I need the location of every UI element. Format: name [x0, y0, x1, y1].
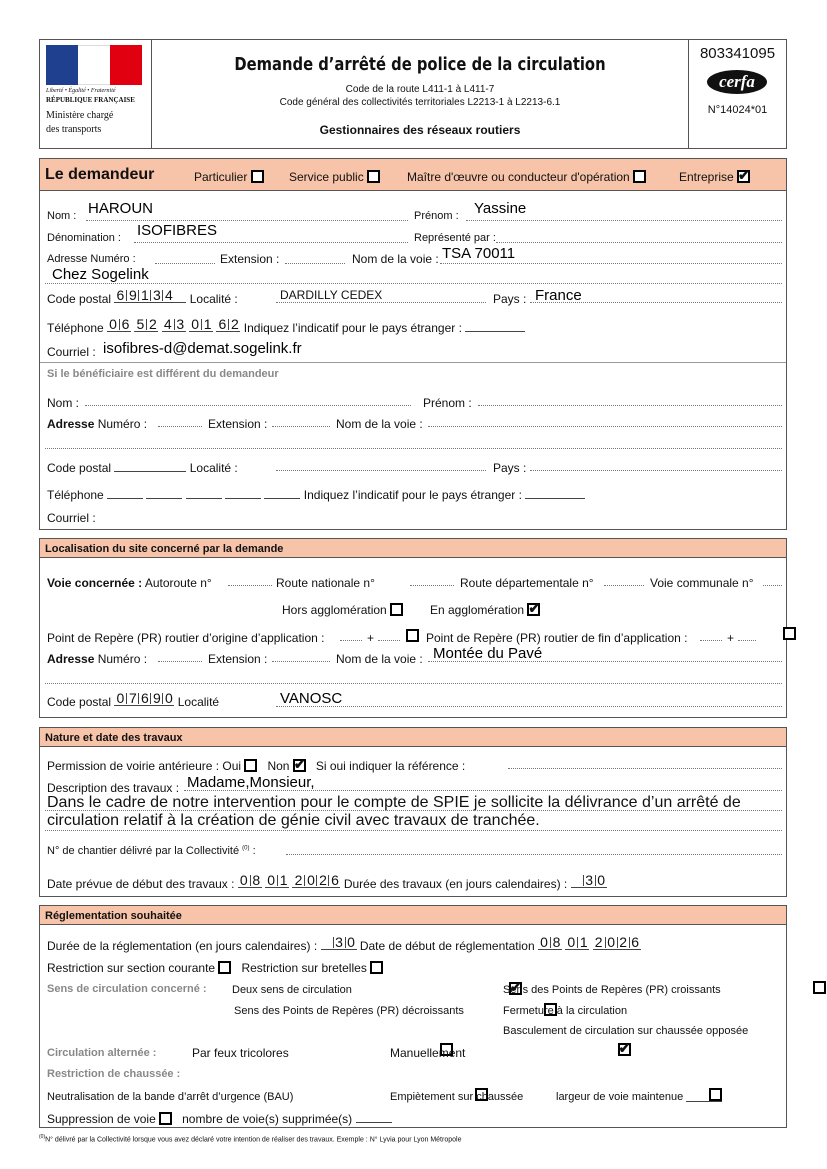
reg-date-digit: 2 — [617, 937, 629, 948]
empietement-label: Empiètement sur chaussée — [390, 1091, 524, 1103]
reg-date-year[interactable] — [593, 934, 641, 950]
desc-line3[interactable]: circulation relatif à la création de génie civil avec travaux de tranchée. — [47, 812, 540, 829]
travaux-heading: Nature et date des travaux — [39, 727, 787, 747]
opt-entreprise[interactable] — [679, 170, 750, 184]
b-voie-line — [428, 426, 782, 427]
pays-value[interactable]: France — [535, 287, 582, 304]
checkbox-hors-agglo[interactable] — [390, 603, 403, 616]
denom-label: Dénomination : — [47, 232, 121, 244]
code-cgct: Code général des collectivités territoriales L2213-1 à L2213-6.1 — [279, 97, 561, 108]
prenom-label: Prénom : — [414, 210, 459, 222]
chantier-line — [286, 854, 782, 855]
nom-line — [86, 220, 408, 221]
ref-line — [508, 768, 782, 769]
pr-origine-label: Point de Repère (PR) routier d’origine d’application : — [47, 631, 325, 645]
b-prenom-line — [478, 405, 782, 406]
tel-digit: 2 — [146, 319, 158, 330]
pr-origine-line2 — [378, 640, 400, 641]
b-cp-cells[interactable] — [114, 461, 186, 472]
checkbox-maitre-oeuvre[interactable] — [633, 170, 646, 183]
loc-loc-label: Localité — [177, 695, 220, 709]
republic: RÉPUBLIQUE FRANÇAISE — [46, 96, 135, 104]
tel-label: Téléphone — [47, 321, 104, 335]
vc-label: Voie communale n° — [650, 576, 754, 590]
voie-value[interactable]: TSA 70011 — [442, 245, 516, 262]
loc-loc-line — [276, 706, 782, 707]
basculement-label: Basculement de circulation sur chaussée opposée — [503, 1025, 749, 1037]
loc-numero-label: Numéro : — [97, 652, 148, 666]
en-label: En agglomération — [430, 603, 525, 617]
ministry2: des transports — [46, 124, 102, 135]
b-tel-cells[interactable] — [107, 488, 143, 499]
checkbox-pr-croissants[interactable] — [813, 981, 826, 994]
reg-date-digit: 8 — [550, 937, 562, 948]
demandeur-heading: Le demandeur — [45, 166, 155, 183]
opt-service[interactable] — [289, 170, 380, 184]
loc-voie-line — [428, 661, 782, 662]
reg-date-day[interactable] — [538, 934, 562, 950]
cp-label — [47, 287, 238, 306]
vc-line — [763, 585, 782, 586]
localisation-heading: Localisation du site concerné par la demande — [39, 538, 787, 558]
autoroute-label: Autoroute n° — [144, 576, 212, 590]
voie-line — [440, 263, 782, 264]
tel-digit: 6 — [119, 319, 131, 330]
tel-row — [47, 316, 525, 335]
checkbox-particulier[interactable] — [251, 170, 264, 183]
desc-line2[interactable]: Dans le cadre de notre intervention pour le compte de SPIE je sollicite la délivrance d’un arrêté de — [47, 794, 741, 811]
pr-fin-line1 — [700, 640, 722, 641]
desc-line1[interactable]: Madame,Monsieur, — [187, 774, 315, 791]
reg-duree-cells[interactable] — [321, 934, 357, 950]
pr-croissants-label: Sens des Points de Repères (PR) croissants — [503, 984, 721, 996]
date-year-cells[interactable] — [292, 872, 340, 888]
b-tel-label: Téléphone — [47, 488, 104, 502]
tel-cells[interactable] — [216, 316, 240, 332]
date-day-cells[interactable] — [238, 872, 262, 888]
tel-digit: 5 — [136, 316, 145, 332]
benef-divider — [40, 362, 786, 363]
reg-date-label: Date de début de réglementation — [359, 939, 535, 953]
rd-label: Route départementale n° — [460, 576, 594, 590]
cp-digit: 6 — [116, 287, 125, 303]
indic-cells[interactable] — [465, 321, 525, 332]
chantier-label: N° de chantier délivré par la Collectivité — [47, 845, 240, 857]
desc-line1-rule — [184, 790, 782, 791]
en-agglo[interactable] — [430, 603, 540, 617]
voie-label: Nom de la voie : — [352, 252, 439, 266]
b-nom-line — [85, 405, 411, 406]
tel-digit: 6 — [218, 316, 227, 332]
opt-maitre-label: Maître d'œuvre ou conducteur d'opération — [407, 170, 630, 184]
loc-label: Localité : — [189, 292, 238, 306]
date-digit: 2 — [294, 872, 303, 888]
pays-line — [530, 302, 782, 303]
checkbox-restr-courante[interactable] — [218, 961, 231, 974]
loc-cp-digit: 6 — [138, 693, 150, 704]
reg-date-digit: 0 — [540, 934, 548, 950]
courriel-label: Courriel : — [47, 345, 96, 359]
checkbox-permission-oui[interactable] — [244, 759, 257, 772]
date-digit: 0 — [267, 872, 276, 888]
reg-date-digit: 0 — [605, 937, 617, 948]
checkbox-pr-fin[interactable] — [783, 627, 796, 640]
b-tel-cells[interactable] — [186, 488, 222, 499]
suppression-row — [47, 1112, 392, 1126]
form-number: 803341095 — [699, 45, 776, 62]
loc-cp-digit: 0 — [162, 693, 174, 704]
deux-sens-label: Deux sens de circulation — [232, 984, 352, 996]
b-cp-label: Code postal — [47, 461, 112, 475]
tel-digit: 1 — [201, 319, 213, 330]
loc-loc-value[interactable]: VANOSC — [280, 690, 343, 707]
b-numero-line — [158, 426, 202, 427]
duree-digit: 0 — [595, 875, 607, 886]
restr-row — [47, 961, 383, 975]
cp-digit: 3 — [150, 290, 162, 301]
checkbox-manuel[interactable] — [618, 1043, 631, 1056]
loc-adresse-row — [47, 652, 147, 666]
loc-ext-label: Extension : — [208, 652, 268, 666]
pays-label: Pays : — [493, 292, 527, 306]
footnote — [39, 1134, 461, 1143]
reglementation-heading: Réglementation souhaitée — [39, 905, 787, 925]
cp-digit: 9 — [126, 290, 138, 301]
rep-line — [496, 242, 782, 243]
checkbox-restr-bretelles[interactable] — [370, 961, 383, 974]
ext-label: Extension : — [220, 252, 280, 266]
date-travaux-label: Date prévue de début des travaux : — [47, 877, 235, 891]
b-loc-label: Localité : — [189, 461, 238, 475]
voie-concernee-row — [47, 576, 212, 590]
tel-cells[interactable] — [107, 316, 131, 332]
opt-entreprise-label: Entreprise — [679, 170, 734, 184]
reg-date-digit: 1 — [577, 937, 589, 948]
page-title: Demande d’arrêté de police de la circulation — [234, 54, 606, 75]
date-digit: 0 — [304, 875, 316, 886]
b-adresse-label: Adresse — [47, 417, 95, 431]
adresse2-value[interactable]: Chez Sogelink — [52, 266, 149, 283]
opt-maitre[interactable] — [407, 170, 646, 184]
indic-label: Indiquez l’indicatif pour le pays étranger : — [243, 321, 462, 335]
reg-duree-digit: 3 — [333, 937, 345, 948]
loc-cp-label: Code postal — [47, 695, 112, 709]
desc-line3-rule — [45, 830, 782, 831]
b-courriel-label: Courriel : — [47, 511, 96, 525]
sens-label: Sens de circulation concerné : — [47, 983, 207, 995]
feux-label: Par feux tricolores — [192, 1046, 289, 1060]
nom-label: Nom : — [47, 210, 77, 222]
restr-courante-label: Restriction sur section courante — [47, 961, 216, 975]
rn-label: Route nationale n° — [276, 576, 375, 590]
tel-digit: 4 — [163, 316, 172, 332]
hors-label: Hors agglomération — [282, 603, 387, 617]
nom-value[interactable]: HAROUN — [88, 200, 154, 217]
chantier-sup: (0) — [242, 845, 250, 852]
b-prenom-label: Prénom : — [423, 396, 472, 410]
subtitle: Gestionnaires des réseaux routiers — [319, 123, 521, 137]
chantier-row: N° de chantier délivré par la Collectivité $^{(0)}$ : — [47, 845, 256, 857]
cp-cells[interactable] — [114, 287, 186, 303]
b-indic-cells[interactable] — [525, 488, 585, 499]
loc-ext-line — [272, 661, 330, 662]
pr-origine-line1 — [340, 640, 362, 641]
rn-line — [410, 585, 454, 586]
loc-numero-line — [158, 661, 202, 662]
date-digit: 0 — [239, 872, 248, 888]
b-ext-label: Extension : — [208, 417, 268, 431]
tel-digit: 2 — [228, 319, 240, 330]
footnote-text: N° délivré par la Collectivité lorsque vous avez déclaré votre intention de réaliser des travaux. Exemple : N° Lyvia pour Lyon Métropole — [45, 1136, 462, 1144]
rd-line — [604, 585, 644, 586]
nombre-cells[interactable] — [356, 1112, 392, 1123]
checkbox-service-public[interactable] — [367, 170, 380, 183]
loc-cp-cells[interactable] — [114, 690, 174, 706]
reg-date-digit: 6 — [629, 937, 641, 948]
motto: Liberté • Égalité • Fraternité — [46, 88, 116, 94]
autoroute-line — [228, 585, 272, 586]
ext-line — [285, 263, 345, 264]
permission-label: Permission de voirie antérieure : Oui — [47, 759, 242, 773]
tel-cells[interactable] — [162, 316, 186, 332]
b-tel-cells[interactable] — [225, 488, 261, 499]
bau-label: Neutralisation de la bande d’arrêt d’urgence (BAU) — [47, 1091, 294, 1103]
date-digit: 6 — [328, 875, 340, 886]
checkbox-pr-origine[interactable] — [406, 629, 419, 642]
largeur-cells[interactable] — [686, 1091, 722, 1102]
courriel-value[interactable]: isofibres-d@demat.sogelink.fr — [103, 340, 302, 357]
pr-decroissants-label: Sens des Points de Repères (PR) décroissants — [234, 1005, 464, 1017]
date-digit: 2 — [316, 875, 328, 886]
cp-digit: 1 — [138, 290, 150, 301]
duree-travaux-cells[interactable] — [571, 872, 607, 888]
b-voie-label: Nom de la voie : — [336, 417, 423, 431]
loc-line — [276, 302, 486, 303]
prenom-line — [466, 220, 782, 221]
marianne-logo — [46, 45, 142, 85]
pr-origine-plus: + — [367, 631, 375, 645]
cerfa-logo: cerfa — [707, 70, 767, 94]
ministry: Ministère chargé — [46, 110, 114, 121]
b-numero-label: Numéro : — [97, 417, 148, 431]
tel-cells[interactable] — [134, 316, 158, 332]
restr-bretelles-label: Restriction sur bretelles — [241, 961, 367, 975]
date-travaux-row — [47, 872, 607, 891]
hors-agglo[interactable] — [282, 603, 403, 617]
non-label: Non — [267, 759, 290, 773]
cp-digit: 4 — [162, 290, 174, 301]
footnote-sup: (0) — [39, 1134, 46, 1140]
cp-label-text: Code postal — [47, 292, 112, 306]
manuel-label: Manuellement — [390, 1046, 466, 1060]
adresse-label: Adresse Numéro : — [47, 253, 136, 265]
loc-voie-label: Nom de la voie : — [336, 652, 423, 666]
loc-cp-row — [47, 690, 220, 709]
tel-digit: 0 — [109, 316, 117, 332]
largeur-row — [556, 1091, 722, 1103]
loc-voie-value[interactable]: Montée du Pavé — [433, 645, 543, 662]
b-loc-line — [276, 470, 486, 471]
b-tel-cells[interactable] — [146, 488, 182, 499]
reg-duree-digit: 0 — [345, 937, 357, 948]
loc-cp-digit: 9 — [150, 693, 162, 704]
reg-duree-label: Durée de la réglementation (en jours calendaires) : — [47, 939, 318, 953]
pr-fin-label: Point de Repère (PR) routier de fin d’application : — [426, 631, 688, 645]
suppression-label: Suppression de voie — [47, 1112, 156, 1126]
checkbox-suppression[interactable] — [159, 1112, 172, 1125]
tel-digit: 3 — [174, 319, 186, 330]
reg-date-digit: 2 — [594, 934, 603, 950]
reg-duree-row — [47, 934, 641, 953]
opt-particulier-label: Particulier — [194, 170, 248, 184]
denom-value[interactable]: ISOFIBRES — [137, 222, 218, 239]
reg-date-digit: 0 — [567, 934, 576, 950]
reg-date-month[interactable] — [565, 934, 589, 950]
b-ext-line — [272, 426, 330, 427]
loc-adresse-label: Adresse — [47, 652, 95, 666]
benef-title: Si le bénéficiaire est différent du demandeur — [47, 368, 279, 380]
b-pays-label: Pays : — [493, 461, 527, 475]
b-adresse-row — [47, 417, 147, 431]
permission-row — [47, 759, 465, 773]
date-digit: 8 — [250, 875, 262, 886]
cerfa-number: N°14024*01 — [707, 104, 768, 116]
opt-service-label: Service public — [289, 170, 364, 184]
restr-chaussee-label: Restriction de chaussée : — [47, 1068, 181, 1080]
b-adresse2-line — [45, 448, 782, 449]
date-month-cells[interactable] — [265, 872, 289, 888]
ref-label: Si oui indiquer la référence : — [315, 759, 466, 773]
rep-label: Représenté par : — [414, 232, 496, 244]
loc-cp-digit: 7 — [126, 693, 138, 704]
voie-concernee-label: Voie concernée : — [47, 576, 143, 590]
denom-line — [134, 242, 408, 243]
localisation-section — [39, 538, 787, 718]
b-tel-row — [47, 488, 585, 502]
duree-digit: 3 — [583, 875, 595, 886]
pr-fin-plus: + — [727, 631, 735, 645]
loc-value[interactable]: DARDILLY CEDEX — [280, 288, 383, 302]
b-pays-line — [530, 470, 782, 471]
b-nom-label: Nom : — [47, 396, 80, 410]
pr-fin-line2 — [738, 640, 756, 641]
duree-travaux-label: Durée des travaux (en jours calendaires) : — [343, 877, 568, 891]
tel-digit: 0 — [191, 316, 199, 332]
checkbox-permission-non[interactable] — [293, 759, 306, 772]
nombre-label: nombre de voie(s) supprimée(s) — [182, 1112, 353, 1126]
alternee-label: Circulation alternée : — [47, 1047, 157, 1059]
prenom-value[interactable]: Yassine — [474, 200, 527, 217]
desc-label: Description des travaux : — [47, 781, 180, 795]
fermeture-label: Fermeture à la circulation — [503, 1005, 628, 1017]
date-digit: 1 — [277, 875, 289, 886]
desc-line2-rule — [45, 810, 782, 811]
loc-cp-digit: 0 — [116, 690, 125, 706]
checkbox-en-agglo[interactable] — [527, 603, 540, 616]
tel-cells[interactable] — [189, 316, 213, 332]
checkbox-entreprise[interactable] — [737, 170, 750, 183]
numero-line — [155, 263, 215, 264]
code-route: Code de la route L411-1 à L411-7 — [345, 84, 495, 95]
b-cp-row — [47, 461, 238, 475]
adresse2-line — [45, 283, 782, 284]
b-indic-label: Indiquez l’indicatif pour le pays étranger : — [303, 488, 522, 502]
opt-particulier[interactable] — [194, 170, 264, 184]
b-tel-cells[interactable] — [264, 488, 300, 499]
largeur-label: largeur de voie maintenue — [556, 1091, 684, 1103]
loc-adresse2-line — [45, 683, 782, 684]
